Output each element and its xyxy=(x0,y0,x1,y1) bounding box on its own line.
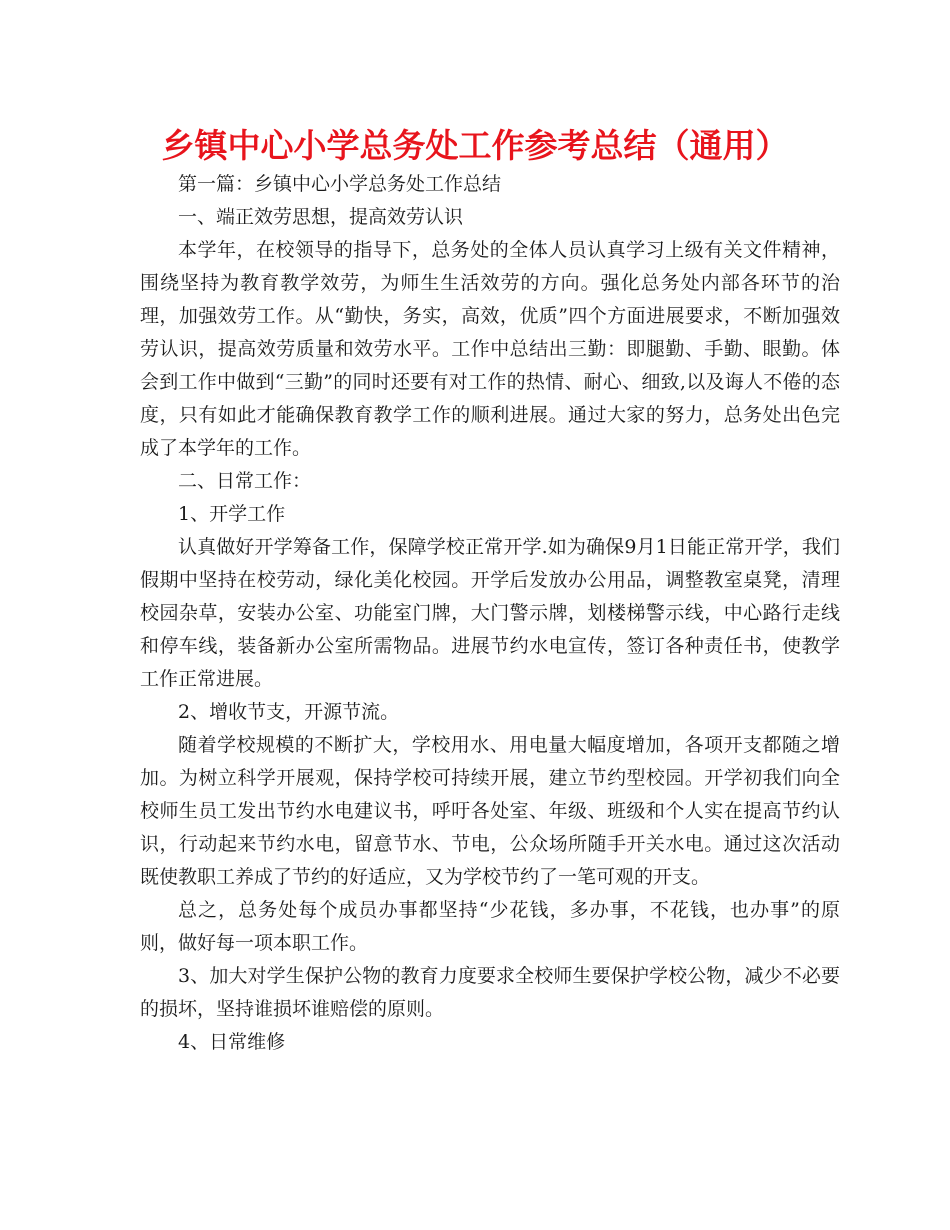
paragraph: 认真做好开学筹备工作，保障学校正常开学.如为确保9月1日能正常开学，我们假期中坚持在校劳动，绿化美化校园。开学后发放办公用品，调整教室桌凳，清理校园杂草，安装办公室、功能室门牌，大门警示牌，划楼梯警示线，中心路行走线和停车线，装备新办公室所需物品。进展节约水电宣传，签订各种责任书，使教学工作正常进展。 xyxy=(140,536,840,690)
paragraph: 3、加大对学生保护公物的教育力度要求全校师生要保护学校公物，减少不必要的损坏，坚持谁损坏谁赔偿的原则。 xyxy=(140,965,840,1020)
subsection-heading: 4、日常维修 xyxy=(178,1031,286,1053)
section-heading: 二、日常工作： xyxy=(178,470,312,492)
section-heading-first: 第一篇：乡镇中心小学总务处工作总结 xyxy=(178,173,502,195)
paragraph: 随着学校规模的不断扩大，学校用水、用电量大幅度增加，各项开支都随之增加。为树立科学开展观，保持学校可持续开展，建立节约型校园。开学初我们向全校师生员工发出节约水电建议书，呼吁各处室、年级、班级和个人实在提高节约认识，行动起来节约水电，留意节水、节电，公众场所随手开关水电。通过这次活动既使教职工养成了节约的好适应，又为学校节约了一笔可观的开支。 xyxy=(140,734,840,888)
subsection-heading: 2、增收节支，开源节流。 xyxy=(178,701,400,723)
document-body xyxy=(140,168,840,1059)
document-title: 乡镇中心小学总务处工作参考总结（通用） xyxy=(161,126,789,165)
paragraph: 本学年，在校领导的指导下，总务处的全体人员认真学习上级有关文件精神，围绕坚持为教育教学效劳，为师生生活效劳的方向。强化总务处内部各环节的治理，加强效劳工作。从“勤快，务实，高效，优质”四个方面进展要求，不断加强效劳认识，提高效劳质量和效劳水平。工作中总结出三勤：即腿勤、手勤、眼勤。体会到工作中做到“三勤”的同时还要有对工作的热情、耐心、细致,以及诲人不倦的态度，只有如此才能确保教育教学工作的顺利进展。通过大家的努力，总务处出色完成了本学年的工作。 xyxy=(140,239,840,459)
paragraph: 总之，总务处每个成员办事都坚持“少花钱，多办事，不花钱，也办事”的原则，做好每一项本职工作。 xyxy=(140,899,840,954)
section-heading: 一、端正效劳思想，提高效劳认识 xyxy=(178,206,464,228)
subsection-heading: 1、开学工作 xyxy=(178,503,286,525)
